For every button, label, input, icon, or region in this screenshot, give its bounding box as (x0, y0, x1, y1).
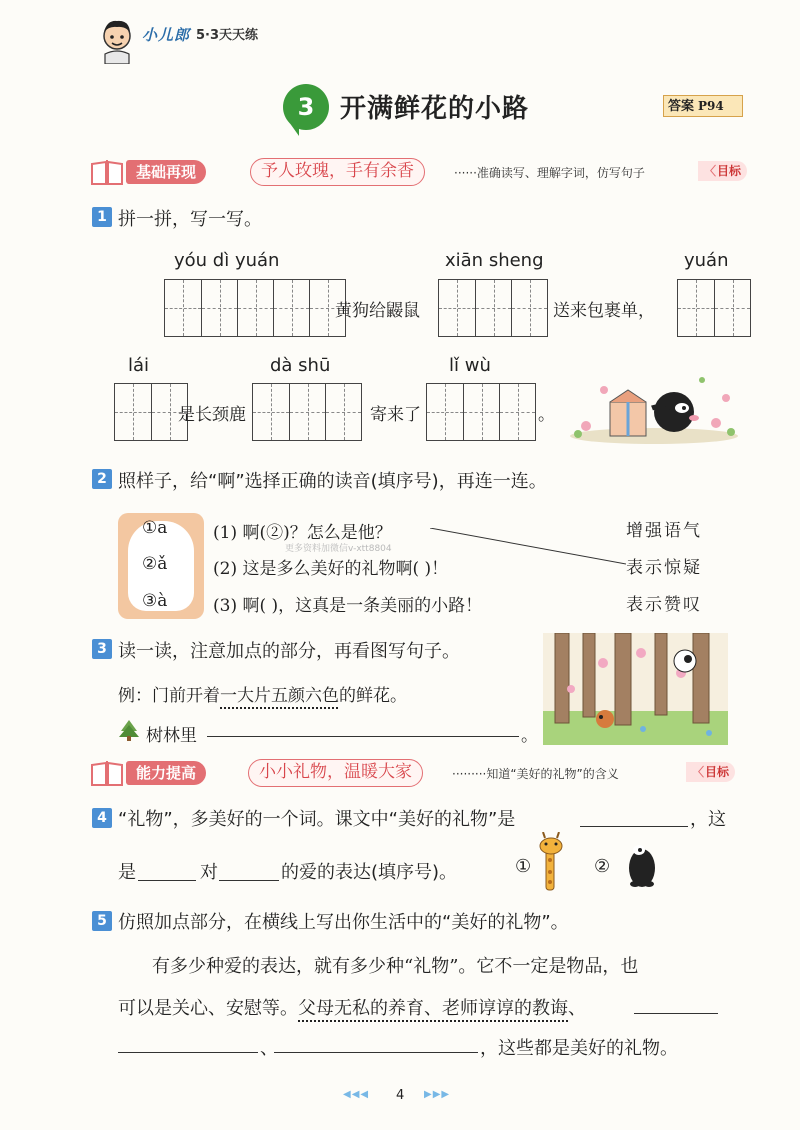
pinyin: yóu dì yuán (174, 250, 280, 271)
mole-icon (625, 840, 659, 888)
pinyin: xiān sheng (445, 250, 544, 271)
paragraph-line: 可以是关心、安慰等。父母无私的养育、老师谆谆的教诲、 (118, 998, 586, 1019)
question-number: 1 (92, 207, 112, 227)
tone-option: ②ǎ (142, 554, 168, 574)
forest-illustration (543, 633, 728, 745)
writing-grid[interactable] (426, 383, 536, 441)
pinyin: lǐ wù (449, 355, 491, 376)
answer-blank[interactable] (580, 826, 688, 827)
question-number: 2 (92, 469, 112, 489)
answer-label: 答案 (668, 99, 695, 114)
section-motto: 小小礼物，温暖大家 (248, 759, 423, 787)
section-goal-label: 〈 目标 (698, 161, 747, 181)
sentence-text: 是长颈鹿 (178, 405, 246, 425)
answer-blank[interactable] (274, 1052, 478, 1053)
question-number: 3 (92, 639, 112, 659)
exclamation-sentence: (3) 啊( )，这真是一条美丽的小路！ (213, 596, 483, 616)
question-text: 对 (200, 862, 218, 883)
writing-grid[interactable] (677, 279, 751, 337)
open-book-icon (90, 158, 124, 186)
question-prompt: 照样子，给“啊”选择正确的读音(填序号)，再连一连。 (118, 471, 547, 492)
next-page-arrows[interactable]: ▶▶▶ (424, 1089, 451, 1100)
writing-grid[interactable] (164, 279, 346, 337)
question-number: 4 (92, 808, 112, 828)
sentence-text: 黄狗给鼹鼠 (335, 301, 420, 321)
page-number: 4 (396, 1088, 405, 1103)
section-banner-advanced (90, 759, 750, 787)
answer-blank[interactable] (219, 880, 279, 881)
tone-option: ③à (142, 591, 168, 611)
question-prompt: 仿照加点部分，在横线上写出你生活中的“美好的礼物”。 (118, 912, 569, 933)
writing-grid[interactable] (114, 383, 188, 441)
section-goal-text: ······准确读写、理解字词，仿写句子 (454, 166, 645, 180)
answer-end: 。 (521, 726, 538, 746)
question-text: 是 (118, 862, 136, 883)
paragraph-line: ，这些都是美好的礼物。 (480, 1038, 678, 1059)
lesson-number-badge: 3 (283, 84, 329, 130)
series-name: 5·3天天练 (196, 28, 259, 43)
answer-blank[interactable] (118, 1052, 258, 1053)
sentence-text: 。 (538, 405, 555, 425)
open-book-icon (90, 759, 124, 787)
meaning-option: 表示惊疑 (626, 558, 702, 578)
option-number: ② (594, 856, 611, 877)
example-sentence: 例：门前开着一大片五颜六色的鲜花。 (118, 686, 407, 706)
writing-grid[interactable] (438, 279, 548, 337)
connecting-line (430, 528, 626, 568)
exclamation-sentence: (1) 啊(②)？怎么是他？ (213, 523, 392, 543)
pinyin: lái (128, 355, 150, 376)
question-text: 的爱的表达(填序号)。 (281, 862, 458, 883)
meaning-option: 表示赞叹 (626, 595, 702, 615)
section-label: 基础再现 (126, 160, 206, 184)
answer-blank[interactable] (634, 1013, 718, 1014)
meaning-option: 增强语气 (626, 521, 702, 541)
writing-grid[interactable] (252, 383, 362, 441)
tone-option: ①a (142, 518, 168, 538)
exclamation-sentence: (2) 这是多么美好的礼物啊( )！ (213, 559, 449, 579)
question-prompt: 读一读，注意加点的部分，再看图写句子。 (118, 641, 460, 662)
section-motto: 予人玫瑰，手有余香 (250, 158, 425, 186)
answer-prefix: 树林里 (146, 726, 197, 746)
option-number: ① (515, 856, 532, 877)
separator: 、 (260, 1038, 278, 1059)
answer-blank[interactable] (207, 736, 519, 737)
pinyin: dà shū (270, 355, 331, 376)
answer-page-tag[interactable] (663, 95, 743, 117)
question-prompt: 拼一拼，写一写。 (118, 209, 262, 230)
answer-blank[interactable] (138, 880, 196, 881)
giraffe-icon (536, 832, 566, 892)
question-text: ，这 (690, 809, 726, 830)
section-banner-basic (90, 158, 750, 186)
sentence-text: 寄来了 (370, 405, 421, 425)
boy-mascot-icon (95, 16, 139, 64)
watermark: 更多资料加微信v-xtt8804 (285, 544, 392, 554)
tree-icon (118, 719, 140, 741)
section-label: 能力提高 (126, 761, 206, 785)
section-goal-label: 〈 目标 (686, 762, 735, 782)
mole-gift-illustration (566, 368, 741, 446)
brand-name: 小儿郎 (142, 26, 191, 44)
pinyin: yuán (684, 250, 729, 271)
paragraph-line: 有多少种爱的表达，就有多少种“礼物”。它不一定是物品，也 (152, 956, 639, 977)
lesson-title: 开满鲜花的小路 (340, 94, 530, 124)
question-number: 5 (92, 911, 112, 931)
question-text: “礼物”，多美好的一个词。课文中“美好的礼物”是 (118, 809, 516, 830)
sentence-text: 送来包裹单， (553, 301, 655, 321)
prev-page-arrows[interactable]: ◀◀◀ (343, 1089, 370, 1100)
answer-page: P94 (698, 99, 724, 113)
section-goal-text: ·········知道“美好的礼物”的含义 (452, 767, 619, 781)
